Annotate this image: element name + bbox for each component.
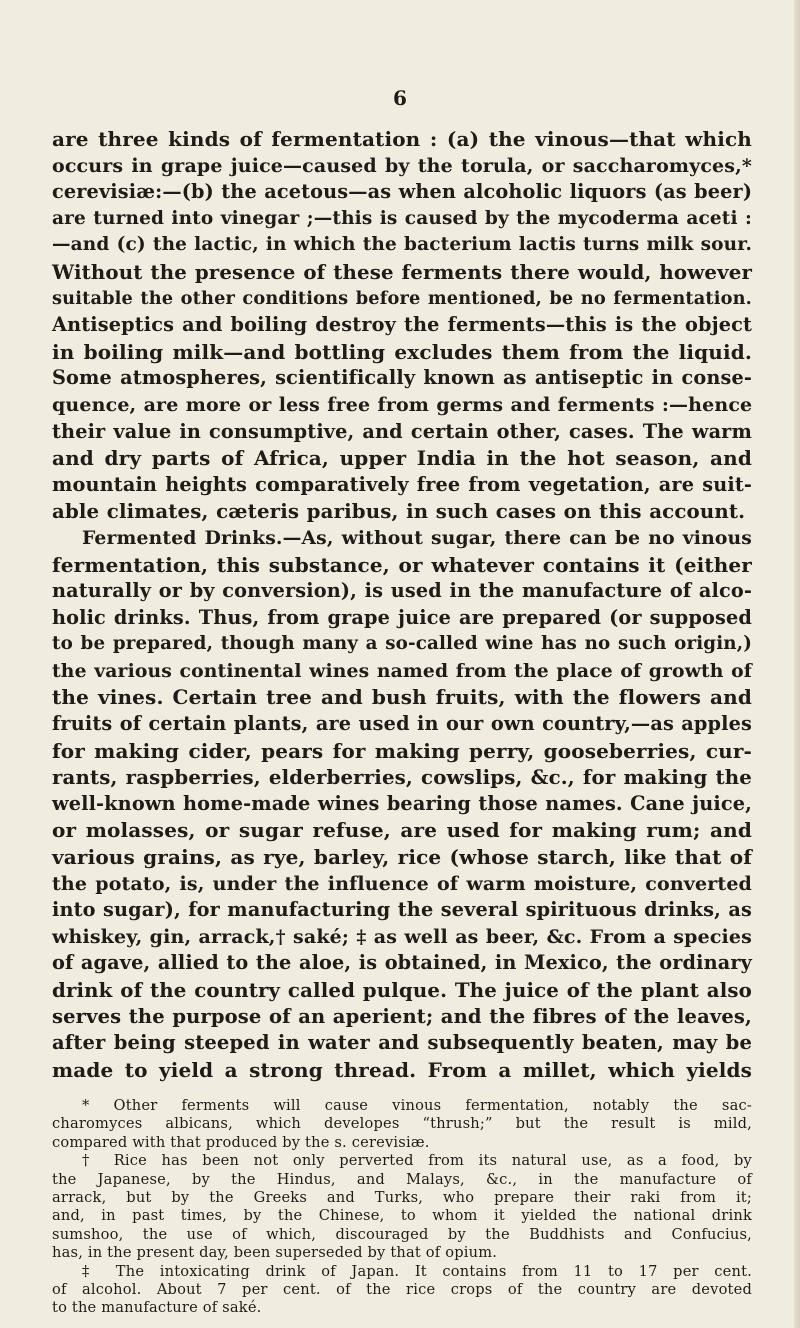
text-line: for making cider, pears for making perry, gooseberries, cur- bbox=[52, 738, 752, 763]
page-edge-shadow bbox=[794, 0, 800, 1328]
text-line: in boiling milk—and bottling excludes them from the liquid. bbox=[52, 339, 752, 364]
text-line: drink of the country called pulque. The juice of the plant also bbox=[52, 978, 752, 1002]
text-line: mountain heights comparatively free from vegetation, are suit- bbox=[52, 472, 752, 496]
text-line: rants, raspberries, elderberries, cowslips, &c., for making the bbox=[52, 765, 752, 790]
text-line: fruits of certain plants, are used in our own country,—as apples bbox=[52, 712, 752, 736]
footnote-line: and, in past times, by the Chinese, to whom it yielded the national drink bbox=[52, 1207, 752, 1225]
text-line: of agave, allied to the aloe, is obtained, in Mexico, the ordinary bbox=[52, 951, 752, 975]
footnote-line: compared with that produced by the s. cerevisiæ. bbox=[52, 1133, 430, 1151]
footnote-line: charomyces albicans, which developes “thrush;” but the result is mild, bbox=[52, 1115, 752, 1133]
text-line: to be prepared, though many a so-called wine has no such origin,) bbox=[52, 633, 752, 655]
text-line: Some atmospheres, scientifically known as antiseptic in conse- bbox=[52, 366, 752, 390]
text-line: after being steeped in water and subsequently beaten, may be bbox=[52, 1031, 752, 1055]
main-text bbox=[52, 126, 752, 1083]
text-line: various grains, as rye, barley, rice (whose starch, like that of bbox=[52, 845, 752, 870]
text-line: are three kinds of fermentation : (a) the vinous—that which bbox=[52, 127, 752, 151]
footnote-line: the Japanese, by the Hindus, and Malays, &c., in the manufacture of bbox=[52, 1170, 752, 1188]
text-line: fermentation, this substance, or whatever contains it (either bbox=[52, 552, 752, 577]
page-number: 6 bbox=[393, 86, 407, 110]
text-line: the potato, is, under the influence of warm moisture, converted bbox=[52, 872, 752, 895]
text-line: or molasses, or sugar refuse, are used for making rum; and bbox=[52, 818, 752, 843]
footnote-line: arrack, but by the Greeks and Turks, who prepare their raki from it; bbox=[52, 1189, 752, 1207]
text-line: able climates, cæteris paribus, in such cases on this account. bbox=[52, 499, 746, 524]
footnote-line: † Rice has been not only perverted from its natural use, as a food, by bbox=[82, 1152, 752, 1170]
text-line: holic drinks. Thus, from grape juice are prepared (or supposed bbox=[52, 605, 752, 629]
text-line: made to yield a strong thread. From a millet, which yields bbox=[52, 1057, 752, 1082]
text-line: into sugar), for manufacturing the several spirituous drinks, as bbox=[52, 898, 752, 922]
text-line: Without the presence of these ferments there would, however bbox=[52, 259, 752, 284]
text-line: cerevisiæ:—(b) the acetous—as when alcoholic liquors (as beer) bbox=[52, 180, 753, 204]
text-line: the vines. Certain tree and bush fruits, with the flowers and bbox=[52, 685, 752, 710]
footnote-line: has, in the present day, been superseded by that of opium. bbox=[52, 1244, 498, 1262]
text-line: are turned into vinegar ;—this is caused by the mycoderma aceti : bbox=[52, 207, 752, 229]
text-line: —and (c) the lactic, in which the bacterium lactis turns milk sour. bbox=[52, 234, 753, 256]
footnote-line: sumshoo, the use of which, discouraged by the Buddhists and Confucius, bbox=[52, 1225, 752, 1243]
footnote-line: * Other ferments will cause vinous fermentation, notably the sac- bbox=[82, 1097, 752, 1114]
text-line: the various continental wines named from the place of growth of bbox=[52, 659, 752, 682]
text-line: whiskey, gin, arrack,† saké; ‡ as well as beer, &c. From a species bbox=[52, 925, 752, 948]
text-line: their value in consumptive, and certain other, cases. The warm bbox=[52, 419, 752, 443]
text-line: naturally or by conversion), is used in the manufacture of alco- bbox=[52, 579, 752, 603]
footnotes bbox=[52, 1097, 752, 1318]
text-line: suitable the other conditions before mentioned, be no fermentation. bbox=[52, 287, 752, 309]
text-line: serves the purpose of an aperient; and the fibres of the leaves, bbox=[52, 1004, 752, 1028]
footnote-line: ‡ The intoxicating drink of Japan. It contains from 11 to 17 per cent. bbox=[82, 1262, 752, 1280]
footnote-line: to the manufacture of saké. bbox=[52, 1299, 262, 1317]
section-heading-line: Fermented Drinks.—As, without sugar, there can be no vinous bbox=[82, 526, 752, 549]
text-line: occurs in grape juice—caused by the torula, or saccharomyces,* bbox=[52, 154, 752, 177]
footnote-line: of alcohol. About 7 per cent. of the rice crops of the country are devoted bbox=[52, 1281, 752, 1299]
text-line: and dry parts of Africa, upper India in the hot season, and bbox=[52, 446, 752, 471]
text-line: Antiseptics and boiling destroy the ferments—this is the object bbox=[52, 313, 752, 337]
text-line: quence, are more or less free from germs and ferments :—hence bbox=[52, 393, 753, 416]
text-line: well-known home-made wines bearing those names. Cane juice, bbox=[52, 791, 752, 815]
